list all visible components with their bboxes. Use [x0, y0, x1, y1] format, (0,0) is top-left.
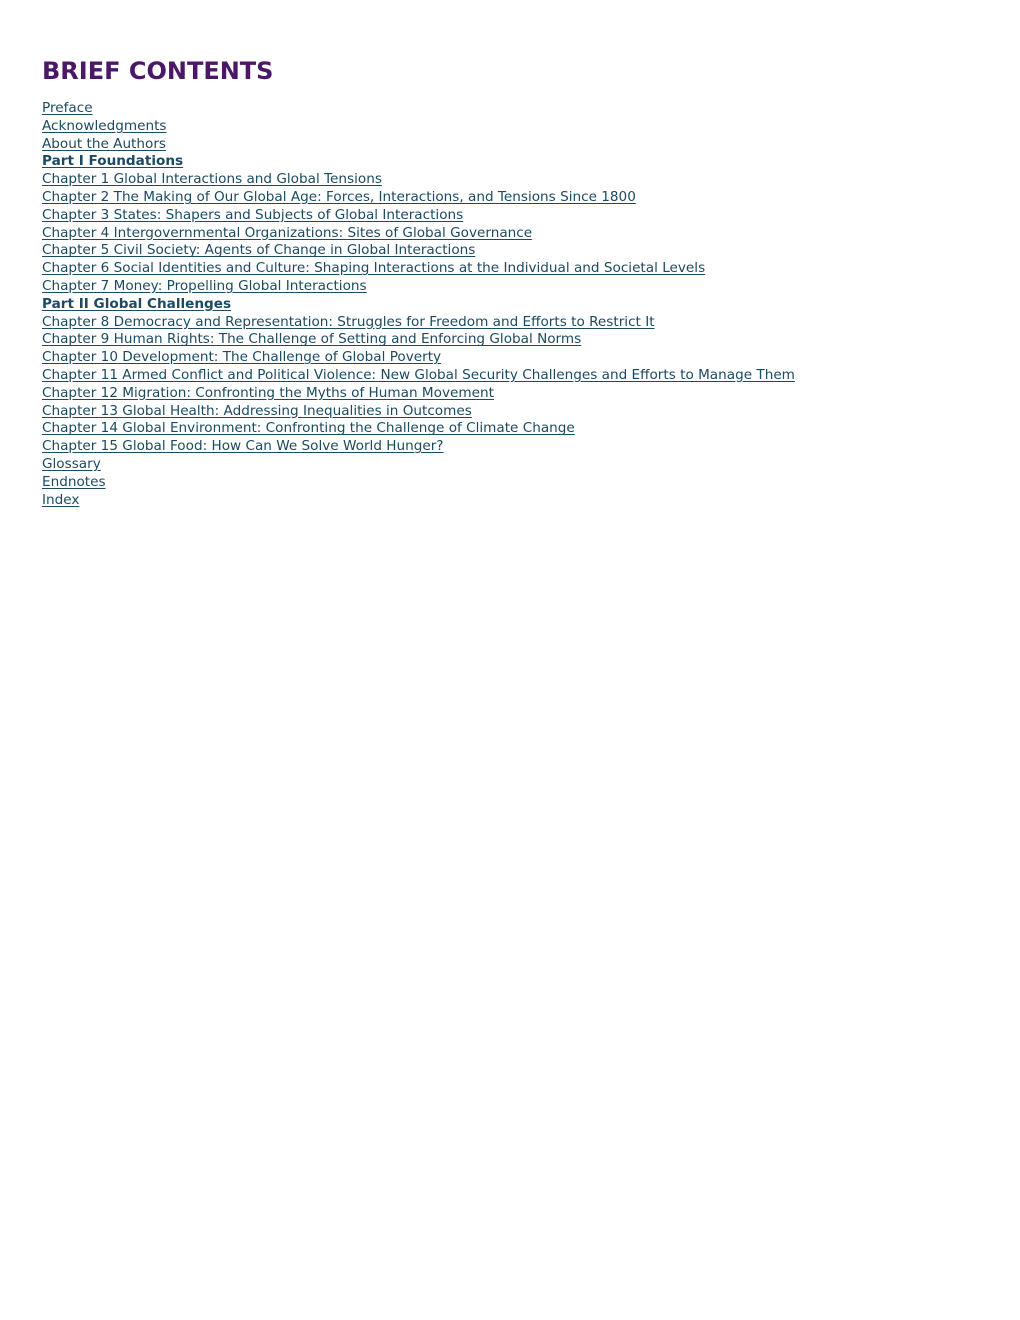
- chapter-6-link[interactable]: Chapter 6 Social Identities and Culture: Shaping Interactions at the Individual and Societal Levels: [42, 260, 706, 277]
- chapter-3-link[interactable]: Chapter 3 States: Shapers and Subjects of Global Interactions: [42, 206, 464, 223]
- table-of-contents: [42, 100, 1000, 509]
- toc-chapter-7: [42, 278, 1000, 296]
- acknowledgments-link[interactable]: Acknowledgments: [42, 117, 167, 134]
- toc-chapter-8: [42, 314, 1000, 332]
- toc-chapter-6: [42, 260, 1000, 278]
- toc-item-index: [42, 492, 1000, 510]
- chapter-9-link[interactable]: Chapter 9 Human Rights: The Challenge of Setting and Enforcing Global Norms: [42, 331, 582, 348]
- part-1-link[interactable]: Part I Foundations: [42, 153, 184, 170]
- chapter-13-link[interactable]: Chapter 13 Global Health: Addressing Inequalities in Outcomes: [42, 402, 472, 419]
- toc-part-2: [42, 296, 1000, 314]
- toc-item-acknowledgments: [42, 118, 1000, 136]
- toc-chapter-11: [42, 367, 1000, 385]
- toc-item-endnotes: [42, 474, 1000, 492]
- toc-chapter-14: [42, 420, 1000, 438]
- index-link[interactable]: Index: [42, 491, 80, 508]
- toc-chapter-3: [42, 207, 1000, 225]
- chapter-4-link[interactable]: Chapter 4 Intergovernmental Organizations: Sites of Global Governance: [42, 224, 533, 241]
- toc-chapter-9: [42, 331, 1000, 349]
- chapter-2-link[interactable]: Chapter 2 The Making of Our Global Age: Forces, Interactions, and Tensions Since 1800: [42, 188, 636, 205]
- toc-item-glossary: [42, 456, 1000, 474]
- chapter-15-link[interactable]: Chapter 15 Global Food: How Can We Solve World Hunger?: [42, 438, 444, 455]
- toc-part-1: [42, 153, 1000, 171]
- toc-chapter-5: [42, 242, 1000, 260]
- about-the-authors-link[interactable]: About the Authors: [42, 135, 166, 152]
- preface-link[interactable]: Preface: [42, 100, 93, 116]
- toc-chapter-4: [42, 225, 1000, 243]
- toc-chapter-10: [42, 349, 1000, 367]
- toc-item-preface: [42, 100, 1000, 118]
- toc-chapter-13: [42, 403, 1000, 421]
- toc-chapter-12: [42, 385, 1000, 403]
- chapter-1-link[interactable]: Chapter 1 Global Interactions and Global Tensions: [42, 171, 382, 188]
- page-title: BRIEF CONTENTS: [42, 57, 274, 85]
- chapter-12-link[interactable]: Chapter 12 Migration: Confronting the Myths of Human Movement: [42, 384, 494, 401]
- toc-item-about-the-authors: [42, 136, 1000, 154]
- chapter-14-link[interactable]: Chapter 14 Global Environment: Confronting the Challenge of Climate Change: [42, 420, 575, 437]
- chapter-10-link[interactable]: Chapter 10 Development: The Challenge of Global Poverty: [42, 349, 442, 366]
- part-2-link[interactable]: Part II Global Challenges: [42, 295, 232, 312]
- glossary-link[interactable]: Glossary: [42, 455, 101, 472]
- toc-chapter-15: [42, 438, 1000, 456]
- toc-chapter-1: [42, 171, 1000, 189]
- chapter-5-link[interactable]: Chapter 5 Civil Society: Agents of Change in Global Interactions: [42, 242, 476, 259]
- chapter-8-link[interactable]: Chapter 8 Democracy and Representation: Struggles for Freedom and Efforts to Restrict It: [42, 313, 655, 330]
- chapter-11-link[interactable]: Chapter 11 Armed Conflict and Political Violence: New Global Security Challenges and Efforts to Manage Them: [42, 366, 795, 383]
- chapter-7-link[interactable]: Chapter 7 Money: Propelling Global Interactions: [42, 277, 367, 294]
- toc-chapter-2: [42, 189, 1000, 207]
- document-page: [42, 56, 1000, 509]
- endnotes-link[interactable]: Endnotes: [42, 473, 106, 490]
